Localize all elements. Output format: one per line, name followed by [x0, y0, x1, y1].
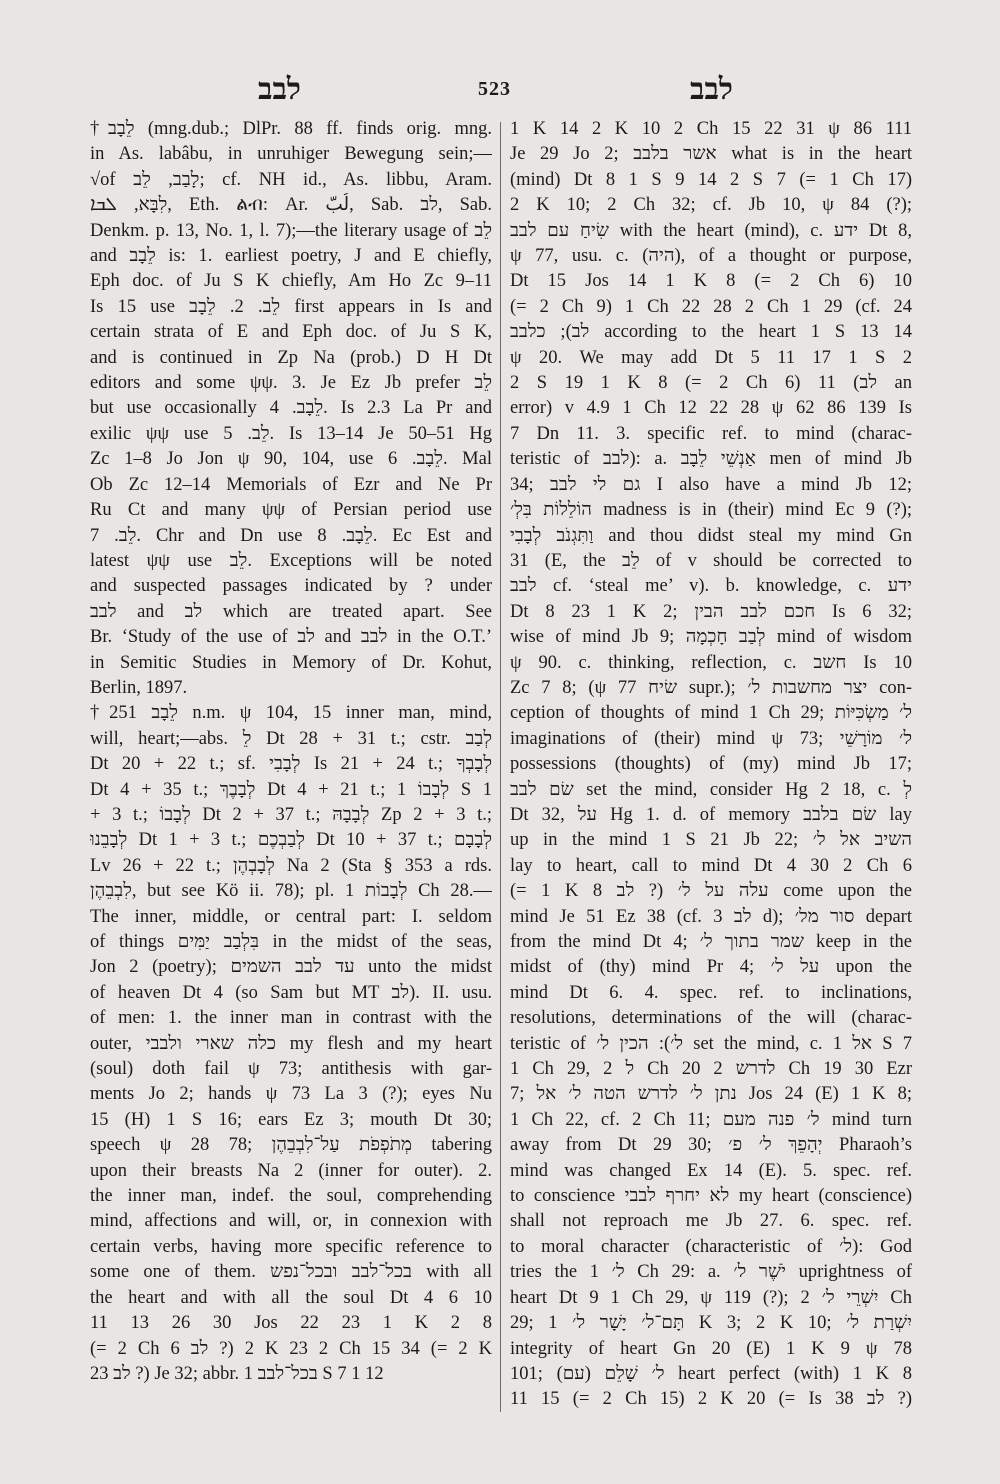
text-line: שִׂיחַ עם לבב with the heart (mind), c. ידע Dt 8,	[510, 220, 912, 241]
text-line: 31 (E, the לֵב of v should be corrected to	[510, 550, 912, 571]
text-line: mind Dt 6. 4. spec. ref. to inclinations,	[510, 982, 912, 1003]
text-line: 1 Ch 22, cf. 2 Ch 11; ל׳ פנה מעם mind turn	[510, 1109, 912, 1130]
text-line: certain verbs, having more specific reference to	[90, 1236, 492, 1257]
text-line: speech ψ 28 78; מְתֹפְפֹת עַל־לִבְבֵהֶן tabering	[90, 1135, 492, 1156]
text-line: midst of (thy) mind Pr 4; על ל׳ upon the	[510, 957, 912, 978]
text-line: but use occasionally לֵבָב. 4. Is 2.3 La Pr and	[90, 398, 492, 419]
text-line: tries the ל׳ 1 Ch 29: a. יֹשֶׁר ל׳ uprightness of	[510, 1262, 912, 1283]
text-line: (= 2 Ch 9) 1 Ch 22 28 2 Ch 1 29 (cf. 24	[510, 296, 912, 317]
text-line: some one of them. בכל־לבב ובכל־נפש with all	[90, 1262, 492, 1283]
text-line: mind Je 51 Ez 38 (cf. לב 3 d); סור מל׳ depart	[510, 906, 912, 927]
running-head-left: לבב	[258, 72, 301, 107]
text-line: 11 13 26 30 Jos 22 23 1 K 2 8	[90, 1313, 492, 1334]
left-column	[90, 117, 492, 1417]
text-line: to conscience לא יחרף לבבי my heart (conscience)	[510, 1186, 912, 1207]
text-line: in Semitic Studies in Memory of Dr. Kohut,	[90, 652, 492, 673]
text-line: 11 15 (= 2 Ch 15) 2 K 20 (= Is 38 לב ?)	[510, 1389, 912, 1410]
text-line: Is 15 use לֵב. 2. לֵבָב first appears in Is and	[90, 296, 492, 317]
text-line: and suspected passages indicated by ? under	[90, 576, 492, 597]
text-line: Lv 26 + 22 t.; לְבָבְהֶן Na 2 (Sta § 353 a rds.	[90, 855, 492, 876]
text-line: latest ψψ use לֵב. Exceptions will be noted	[90, 550, 492, 571]
text-line: 101; (עם) ל׳ שָׁלֵם heart perfect (with) 1 K 8	[510, 1363, 912, 1384]
text-line: + 3 t.; לְבָבוֹ Dt 2 + 37 t.; לְבָבָהּ Zp 2 + 3 t.;	[90, 804, 492, 825]
text-line: lay to heart, call to mind Dt 4 30 2 Ch 6	[510, 855, 912, 876]
text-line: imaginations of (their) mind ψ 73; ל׳ מוֹרָשֵׁי	[510, 728, 912, 749]
text-line: Je 29 Jo 2; אשר בלבב what is in the heart	[510, 144, 912, 165]
text-line: 29; תָּם־ל׳ יָשָׁר ל׳ 1 K 3; 2 K 10; יִשְׁרַת ל׳	[510, 1313, 912, 1334]
text-line: heart Dt 9 1 Ch 29, ψ 119 (?); יִשְׁרֵי ל׳ 2 Ch	[510, 1287, 912, 1308]
text-line: upon their breasts Na 2 (inner for outer). 2.	[90, 1160, 492, 1181]
text-line: (mind) Dt 8 1 S 9 14 2 S 7 (= 1 Ch 17)	[510, 169, 912, 190]
text-line: teristic of לבב): a. אַנְשֵׁי לֵבָב men of mind Jb	[510, 449, 912, 470]
text-line: Dt 32, על Hg 1. d. of memory שׂם בלבב lay	[510, 804, 912, 825]
text-line: 7; נתן ל׳ לדרש הטה ל׳ אל Jos 24 (E) 1 K 8;	[510, 1084, 912, 1105]
text-line: 2 S 19 1 K 8 (= 2 Ch 6) 11 (לב an	[510, 373, 912, 394]
text-line: mind was changed Ex 14 (E). 5. spec. ref.	[510, 1160, 912, 1181]
column-divider	[500, 122, 501, 1412]
text-line: ψ 20. We may add Dt 5 11 17 1 S 2	[510, 347, 912, 368]
text-line: of heaven Dt 4 (so Sam but MT לב). II. usu.	[90, 982, 492, 1003]
text-line: 1 Ch 29, ל 2 Ch 20 לדרש 2 Ch 19 30 Ezr	[510, 1059, 912, 1080]
text-line: 1 K 14 2 K 10 2 Ch 15 22 31 ψ 86 111	[510, 119, 912, 139]
text-line: (soul) doth fail ψ 73; antithesis with gar-	[90, 1059, 492, 1080]
text-line: Jon 2 (poetry); עד לבב השמים unto the midst	[90, 957, 492, 978]
text-line: (= 2 Ch 6 לב ?) 2 K 23 2 Ch 15 34 (= 2 K	[90, 1338, 492, 1359]
text-line: Eph doc. of Ju S K chiefly, Am Ho Zc 9–11	[90, 271, 492, 292]
text-line: 15 (H) 1 S 16; ears Ez 3; mouth Dt 30;	[90, 1109, 492, 1130]
text-line: teristic of ל׳): הכין ל׳ set the mind, c. אל 1 S 7	[510, 1033, 912, 1054]
text-line: resolutions, determinations of the will (charac-	[510, 1008, 912, 1029]
text-line: away from Dt 29 30; יְהָפֵךְ ל׳ פ׳ Pharaoh’s	[510, 1135, 912, 1156]
text-line: Dt 4 + 35 t.; לְבָבֶךְ Dt 4 + 21 t.; לְבָבוֹ 1 S 1	[90, 779, 492, 800]
text-line: Br. ‘Study of the use of לב and לבב in the O.T.’	[90, 627, 492, 648]
text-line: 2 K 10; 2 Ch 32; cf. Jb 10, ψ 84 (?);	[510, 195, 912, 216]
running-head-right: לבב	[690, 72, 733, 107]
text-line: the heart and with all the soul Dt 4 6 10	[90, 1287, 492, 1308]
text-line: 7 Dn 11. 3. specific ref. to mind (charac-	[510, 423, 912, 444]
text-line: לבב and לב which are treated apart. See	[90, 601, 492, 622]
text-line: editors and some ψψ. 3. Je Ez Jb prefer לֵב	[90, 373, 492, 394]
text-line: 34; גם לי לבב I also have a mind Jb 12;	[510, 474, 912, 495]
text-line: Ob Zc 12–14 Memorials of Ezr and Ne Pr	[90, 474, 492, 495]
text-line: 23 לב ?) Je 32; abbr. בכל־לבב 1 S 7 1 12	[90, 1363, 384, 1384]
text-line: and לֵבָב is: 1. earliest poetry, J and E chiefly,	[90, 246, 492, 267]
text-line: Dt 20 + 22 t.; sf. לְבָבִי Is 21 + 24 t.; לְבָבְךָ	[90, 754, 492, 775]
text-line: לֵב. 7. Chr and Dn use לֵבָב. 8. Ec Est and	[90, 525, 492, 546]
text-line: Dt 15 Jos 14 1 K 8 (= 2 Ch 6) 10	[510, 271, 912, 292]
text-line: הוֹלֵלוֹת בִּלְ׳ madness is in (their) mind Ec 9 (?);	[510, 500, 912, 521]
right-column	[510, 117, 912, 1417]
text-line: שׂם לבב set the mind, consider Hg 2 18, c. לְ	[510, 779, 912, 800]
text-line: †לֵבָב 251 n.m. ψ 104, 15 inner man, mind,	[90, 703, 492, 724]
page-header	[0, 72, 1000, 112]
text-line: ments Jo 2; hands ψ 73 La 3 (?); eyes Nu	[90, 1084, 492, 1105]
text-line: will, heart;—abs. לֵ Dt 28 + 31 t.; cstr. לְבַב	[90, 728, 492, 749]
text-line: up in the mind 1 S 21 Jb 22; השיב אל ל׳	[510, 830, 912, 851]
text-line: The inner, middle, or central part: I. seldom	[90, 906, 492, 927]
text-line: Denkm. p. 13, No. 1, l. 7);—the literary usage of לֵב	[90, 220, 492, 241]
text-line: integrity of heart Gn 20 (E) 1 K 9 ψ 78	[510, 1338, 912, 1359]
text-line: and is continued in Zp Na (prob.) D H Dt	[90, 347, 492, 368]
text-line: ψ 90. c. thinking, reflection, c. חשב Is 10	[510, 652, 912, 673]
text-line: Zc 7 8; (ψ 77 שׂיח supr.); יצר מחשבות ל׳ con-	[510, 677, 912, 698]
text-line: in As. labâbu, in unruhiger Bewegung sein;—	[90, 144, 492, 165]
text-line: †לֵבָב (mng.dub.; DlPr. 88 ff. finds orig. mng.	[90, 119, 492, 139]
text-line: of things בִּלְבַב יַמִּים in the midst of the seas,	[90, 932, 492, 952]
text-line: Berlin, 1897.	[90, 677, 188, 698]
text-line: Ru Ct and many ψψ of Persian period use	[90, 500, 492, 521]
text-line: (= 1 K 8 לב ?) עלה על ל׳ come upon the	[510, 881, 912, 902]
text-line: from the mind Dt 4; שמר בתוך ל׳ keep in the	[510, 932, 912, 952]
text-line: exilic ψψ use לֵב. 5. Is 13–14 Je 50–51 Hg	[90, 423, 492, 444]
text-line: לִבָּא, ܠܒܐ, Eth. ልብ: Ar. لُبّ, Sab. לב, Sab.	[90, 195, 492, 216]
text-line: certain strata of E and Eph doc. of Ju S K,	[90, 322, 492, 343]
text-line: possessions (thoughts) of (my) mind Jb 17;	[510, 754, 912, 775]
text-line: Dt 8 23 1 K 2; חכם לבב הבין Is 6 32;	[510, 601, 912, 622]
text-line: וַתִּגְנֹב לְבָבִי and thou didst steal my mind Gn	[510, 525, 912, 546]
text-line: לִבְבֵהֶן, but see Kö ii. 78); pl. לְבָבוֹת 1 Ch 28.—	[90, 881, 492, 902]
text-line: of men: 1. the inner man in contrast with the	[90, 1008, 492, 1029]
text-line: √of לָבַב, לֵב; cf. NH id., As. libbu, Aram.	[90, 169, 492, 190]
text-line: לְבָבֵנוּ Dt 1 + 3 t.; לְבַבְכֶם Dt 10 + 37 t.; לְבָבָם	[90, 830, 492, 851]
text-line: shall not reproach me Jb 27. 6. spec. ref.	[510, 1211, 912, 1232]
text-line: the inner man, indef. the soul, comprehending	[90, 1186, 492, 1207]
text-line: mind, affections and will, or, in connexion with	[90, 1211, 492, 1232]
text-line: לבב cf. ‘steal me’ v). b. knowledge, c. ידע	[510, 576, 912, 597]
text-line: Zc 1–8 Jo Jon ψ 90, 104, use לֵבָב. 6. Mal	[90, 449, 492, 470]
text-line: ception of thoughts of mind 1 Ch 29; ל׳ מַשְׂכִּיּוֹת	[510, 703, 912, 724]
text-line: ψ 77, usu. c. (היה), of a thought or purpose,	[510, 246, 912, 267]
text-line: outer, כלה שארי ולבבי my flesh and my heart	[90, 1033, 492, 1054]
text-line: wise of mind Jb 9; לְבַב חָכְמָה mind of wisdom	[510, 627, 912, 648]
text-line: לב); כלבב according to the heart 1 S 13 14	[510, 322, 912, 343]
text-line: error) v 4.9 1 Ch 12 22 28 ψ 62 86 139 Is	[510, 398, 912, 419]
page-number: 523	[478, 78, 511, 100]
text-line: to moral character (characteristic of ל׳): God	[510, 1236, 912, 1257]
